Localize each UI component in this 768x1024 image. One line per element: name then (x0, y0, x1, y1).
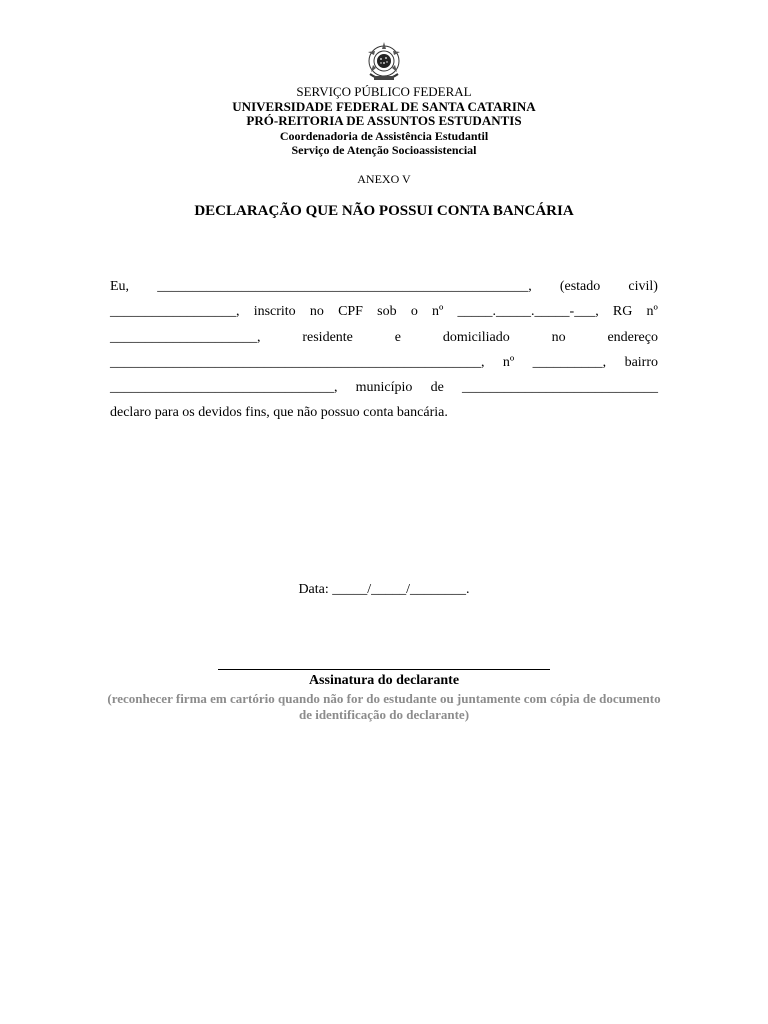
body-line-4: _____________________________________________________, nº __________, bairro (110, 355, 658, 375)
body-line-3: _____________________, residente e domiciliado no endereço (110, 330, 658, 350)
signature-line[interactable] (218, 669, 550, 670)
document-title: DECLARAÇÃO QUE NÃO POSSUI CONTA BANCÁRIA (194, 203, 574, 219)
header-line-4: Coordenadoria de Assistência Estudantil (279, 128, 489, 143)
annex-label: ANEXO V (357, 172, 411, 186)
header-line-2: UNIVERSIDADE FEDERAL DE SANTA CATARINA (232, 98, 536, 114)
body-line-1: Eu, _____________________________________________________, (estado civil) (110, 279, 658, 299)
number-field[interactable]: __________, (532, 355, 607, 370)
date-field[interactable]: Data: _____/_____/________. (298, 582, 470, 597)
marital-status-field[interactable]: __________________, (110, 304, 240, 319)
cpf-field[interactable]: _____._____._____-___, (457, 304, 599, 319)
header-line-5: Serviço de Atenção Socioassistencial (291, 143, 477, 157)
body-line-2: __________________, inscrito no CPF sob o nº _____._____._____-___, RG nº (110, 304, 658, 324)
signature-label: Assinatura do declarante (308, 673, 460, 688)
rg-field[interactable]: _____________________, (110, 330, 261, 345)
coat-of-arms-icon (361, 40, 407, 86)
body-line-5: ________________________________, município de ____________________________ (110, 380, 658, 400)
neighborhood-field[interactable]: ________________________________, (110, 380, 338, 395)
document-header (0, 85, 768, 158)
body-line-6: declaro para os devidos fins, que não possuo conta bancária. (110, 405, 448, 420)
city-field[interactable]: ____________________________ (461, 380, 658, 395)
header-line-3: PRÓ-REITORIA DE ASSUNTOS ESTUDANTIS (246, 113, 522, 128)
signature-note: (reconhecer firma em cartório quando não for do estudante ou juntamente com cópia de documento de identificação do declarante) (107, 691, 661, 722)
header-line-1: SERVIÇO PÚBLICO FEDERAL (296, 84, 472, 99)
address-field[interactable]: _____________________________________________________, (110, 355, 485, 370)
name-field[interactable]: _____________________________________________________, (157, 279, 532, 294)
